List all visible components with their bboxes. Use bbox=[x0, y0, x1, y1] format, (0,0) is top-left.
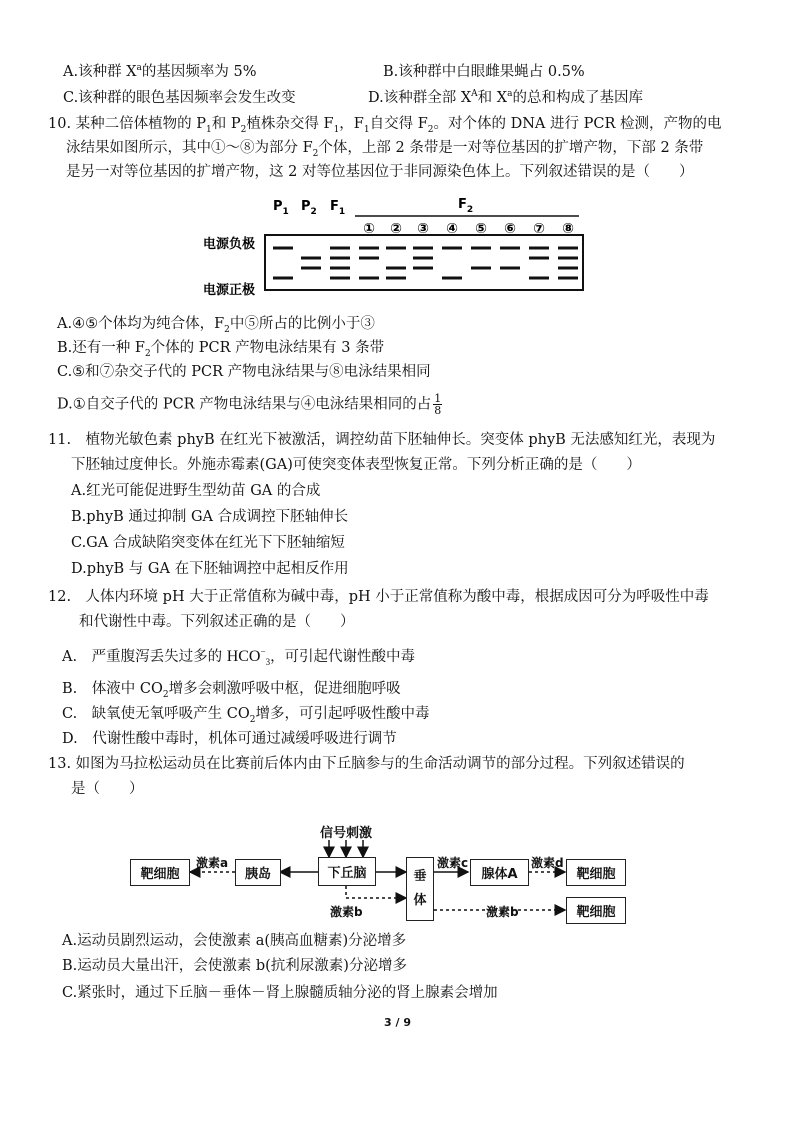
q10-option-a: A.④⑤个体均为纯合体，$F_2$中⑤所占的比例小于③ bbox=[57, 316, 375, 335]
fraction-one-eighth: $\frac{1}{8}$ bbox=[434, 392, 442, 417]
q9-option-c: C.该种群的眼色基因频率会发生改变 bbox=[63, 90, 296, 106]
bicarbonate-formula: $HCO^-_3$ bbox=[226, 646, 271, 668]
f2-lane-label: ③ bbox=[417, 221, 429, 237]
f2-lane-label: ① bbox=[363, 221, 375, 237]
q12-option-a: A. 严重腹泻丢失过多的 $HCO^-_3$，可引起代谢性酸中毒 bbox=[62, 646, 416, 668]
q10-option-c: C.⑤和⑦杂交子代的 PCR 产物电泳结果与⑧电泳结果相同 bbox=[57, 364, 431, 380]
label-positive-pole: 电源正极 bbox=[203, 283, 256, 298]
q10-stem-line3: 是另一对等位基因的扩增产物，这 2 对等位基因位于非同源染色体上。下列叙述错误的是（ ） bbox=[66, 164, 694, 180]
q12-option-b: B. 体液中 $CO_2$增多会刺激呼吸中枢，促进细胞呼吸 bbox=[62, 681, 401, 700]
q13-stem-line1: 13. 如图为马拉松运动员在比赛前后体内由下丘脑参与的生命活动调节的部分过程。下列叙述错误的 bbox=[48, 756, 685, 772]
pancreatic-islet-box: 胰岛 bbox=[235, 859, 281, 886]
q13-stem-line2: 是（ ） bbox=[71, 781, 144, 797]
header-f1: $F_1$ bbox=[330, 199, 346, 217]
q11-stem-line1: 11. 植物光敏色素 phyB 在红光下被激活，调控幼苗下胚轴伸长。突变体 phyB 无法感知红光，表现为 bbox=[48, 432, 716, 448]
hormone-b-label-1: 激素b bbox=[330, 905, 363, 919]
hormone-a-label: 激素a bbox=[196, 856, 229, 870]
target-cell-3: 靶细胞 bbox=[566, 897, 626, 924]
q10-option-d: D.①自交子代的 PCR 产物电泳结果与④电泳结果相同的占 $\frac{1}{8}$ bbox=[57, 392, 442, 417]
q9-option-b: B.该种群中白眼雌果蝇占 0.5% bbox=[383, 64, 585, 80]
pituitary-box: 垂 体 bbox=[406, 857, 434, 921]
hormone-d-label: 激素d bbox=[531, 856, 564, 870]
label-negative-pole: 电源负极 bbox=[203, 237, 256, 252]
q10-stem-line2: 泳结果如图所示，其中①～⑧为部分 $F_2$个体，上部 2 条带是一对等位基因的扩增产物，下部 2 条带 bbox=[66, 140, 704, 159]
q12-stem-line1: 12. 人体内环境 pH 大于正常值称为碱中毒，pH 小于正常值称为酸中毒，根据成因可分为呼吸性中毒 bbox=[48, 589, 709, 605]
hypothalamus-box: 下丘脑 bbox=[318, 857, 376, 886]
q12-option-d: D. 代谢性酸中毒时，机体可通过减缓呼吸进行调节 bbox=[62, 731, 397, 747]
q10-stem-line1: 10. 某种二倍体植物的 $P_1$和 $P_2$植株杂交得 $F_1$，$F_1$自交得 $F_2$。对个体的 DNA 进行 PCR 检测，产物的电 bbox=[48, 116, 722, 135]
q10-option-b: B.还有一种 $F_2$个体的 PCR 产物电泳结果有 3 条带 bbox=[57, 340, 385, 359]
q13-option-c: C.紧张时，通过下丘脑－垂体－肾上腺髓质轴分泌的肾上腺素会增加 bbox=[62, 985, 498, 1001]
target-cell-2: 靶细胞 bbox=[566, 859, 626, 886]
header-p2: $P_2$ bbox=[301, 199, 317, 217]
header-f2: $F_2$ bbox=[458, 197, 474, 215]
signal-stimulus-label: 信号刺激 bbox=[320, 826, 373, 841]
q11-option-a: A.红光可能促进野生型幼苗 GA 的合成 bbox=[71, 483, 321, 499]
hormone-b-label-2: 激素b bbox=[486, 905, 519, 919]
hormone-c-label: 激素c bbox=[437, 856, 469, 870]
q12-option-c: C. 缺氧使无氧呼吸产生 $CO_2$增多，可引起呼吸性酸中毒 bbox=[62, 706, 430, 725]
f2-lane-label: ⑥ bbox=[504, 221, 516, 237]
gland-a-box: 腺体A bbox=[470, 859, 529, 886]
q11-option-d: D.phyB 与 GA 在下胚轴调控中起相反作用 bbox=[71, 561, 349, 577]
f2-lane-label: ② bbox=[390, 221, 402, 237]
q13-option-a: A.运动员剧烈运动，会使激素 a(胰高血糖素)分泌增多 bbox=[62, 933, 407, 949]
f2-lane-label: ⑤ bbox=[475, 221, 487, 237]
q13-option-b: B.运动员大量出汗，会使激素 b(抗利尿激素)分泌增多 bbox=[62, 958, 407, 974]
q11-option-b: B.phyB 通过抑制 GA 合成调控下胚轴伸长 bbox=[71, 509, 349, 525]
f2-lane-label: ④ bbox=[446, 221, 458, 237]
target-cell-1: 靶细胞 bbox=[130, 859, 190, 886]
header-p1: $P_1$ bbox=[273, 199, 289, 217]
q9-option-a: A.该种群 $X^a$的基因频率为 5% bbox=[63, 63, 257, 80]
q12-stem-line2: 和代谢性中毒。下列叙述正确的是（ ） bbox=[79, 614, 355, 630]
f2-lane-label: ⑦ bbox=[533, 221, 545, 237]
q11-option-c: C.GA 合成缺陷突变体在红光下下胚轴缩短 bbox=[71, 535, 345, 551]
q9-option-d: D.该种群全部 $X^A$和 $X^a$的总和构成了基因库 bbox=[368, 89, 643, 106]
q11-stem-line2: 下胚轴过度伸长。外施赤霉素(GA)可使突变体表型恢复正常。下列分析正确的是（ ） bbox=[71, 457, 641, 473]
f2-lane-label: ⑧ bbox=[562, 221, 574, 237]
page-number: 3 / 9 bbox=[384, 1016, 411, 1029]
